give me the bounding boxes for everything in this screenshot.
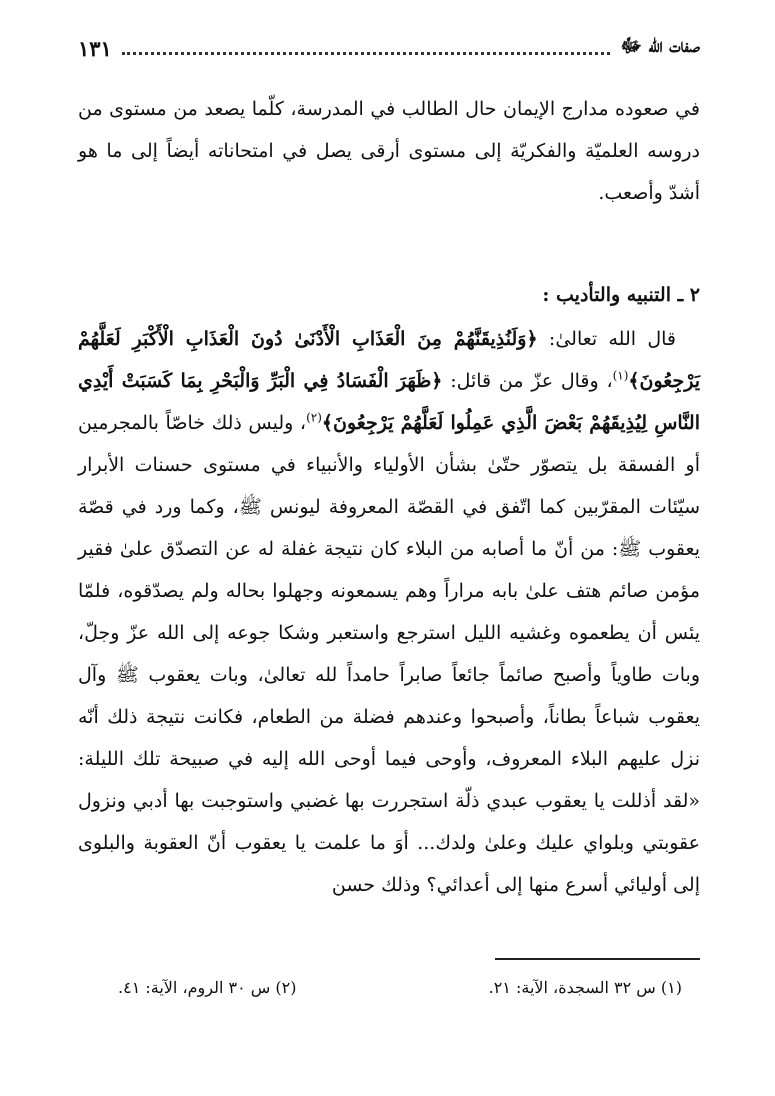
opening-text: قال الله تعالىٰ: <box>548 328 676 350</box>
dotted-leader <box>122 38 611 55</box>
running-header <box>78 30 700 66</box>
footnote-ref-2: (٢) <box>306 410 322 425</box>
quran-verse-1: ﴿وَلَنُذِيقَنَّهُمْ مِنَ الْعَذَابِ الْأَدْنَىٰ دُونَ الْعَذَابِ الْأَكْبَرِ لَعَلَّهُمْ يَرْجِعُونَ﴾ <box>78 328 700 392</box>
main-paragraph <box>78 318 700 906</box>
section-heading: ٢ ـ التنبيه والتأديب : <box>542 284 700 306</box>
footnote-2: (٢) س ٣٠ الروم، الآية: ٤١. <box>118 978 297 997</box>
footnotes <box>78 978 700 997</box>
running-title: صفات الله ﷻ <box>620 35 700 57</box>
book-page <box>78 30 700 1070</box>
footnote-ref-1: (١) <box>612 368 629 383</box>
intro-paragraph: في صعوده مدارج الإيمان حال الطالب في المدرسة، كلّما يصعد من مستوى من دروسه العلميّة والفكريّة إلى مستوى أرقى يصل في امتحاناته أيضاً إلى ما هو أشدّ وأصعب. <box>78 98 700 204</box>
body-text: ، وليس ذلك خاصّاً بالمجرمين أو الفسقة بل يتصوّر حتّىٰ بشأن الأولياء والأنبياء في مستوى حسنات الأبرار سيّئات المقرّبين كما اتّفق في القصّة المعروفة ليونس ﷺ، وكما ورد في قصّة يعقوب ﷺ: من أنّ ما أصابه من البلاء كان نتيجة غفلة له عن التصدّق علىٰ فقير مؤمن صائم هتف علىٰ بابه مراراً وهم يسمعونه وجهلوا بحاله ولم يصدّقوه، فلمّا يئس أن يطعموه وغشيه الليل استرجع واستعبر وشكا جوعه إلى الله عزّ وجلّ، وبات طاوياً وأصبح صائماً جائعاً صابراً حامداً لله تعالىٰ، وبات يعقوب ﷺ وآل يعقوب شباعاً بطاناً، وأصبحوا وعندهم فضلة من الطعام، فكانت نتيجة ذلك أنّه نزل عليهم البلاء المعروف، وأوحى فيما أوحى الله إليه في صبيحة تلك الليلة: «لقد أذللت يا يعقوب عبدي ذلّة استجررت بها غضبي واستوجبت بها أدبي ونزول عقوبتي وبلواي عليك وعلىٰ ولدك... أوَ ما علمت يا يعقوب أنّ العقوبة والبلوى إلى أوليائي أسرع منها إلى أعدائي؟ وذلك حسن <box>78 412 700 896</box>
page-number: ١٣١ <box>78 35 112 61</box>
footnote-divider <box>495 958 700 960</box>
footnote-1: (١) س ٣٢ السجدة، الآية: ٢١. <box>488 978 682 997</box>
connector-text: ، وقال عزّ من قائل: <box>450 370 613 392</box>
quran-verse-2: ﴿ظَهَرَ الْفَسَادُ فِي الْبَرِّ وَالْبَحْرِ بِمَا كَسَبَتْ أَيْدِي النَّاسِ لِيُذِيقَهُمْ بَعْضَ الَّذِي عَمِلُوا لَعَلَّهُمْ يَرْجِعُونَ﴾ <box>78 370 701 434</box>
